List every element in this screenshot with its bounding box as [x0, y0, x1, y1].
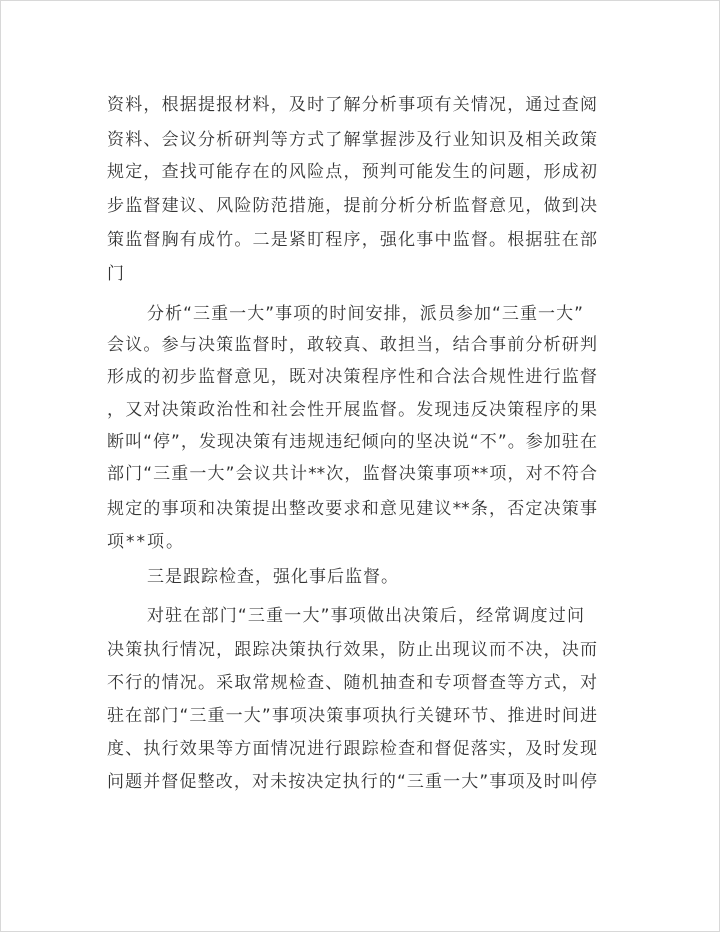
text-line: 会议。参与决策监督时，敢较真、敢担当，结合事前分析研判	[107, 335, 597, 355]
text-line: 门	[107, 264, 124, 284]
text-line: 问题并督促整改，对未按决定执行的“三重一大”事项及时叫停	[107, 772, 597, 792]
text-line: 规定的事项和决策提出整改要求和意见建议**条，否定决策事	[107, 499, 597, 519]
section-heading: 三是跟踪检查，强化事后监督。	[147, 567, 399, 587]
text-line: 资料、会议分析研判等方式了解掌握涉及行业知识及相关政策	[107, 130, 597, 150]
text-line: ，又对决策政治性和社会性开展监督。发现违反决策程序的果	[107, 400, 597, 420]
text-line: 部门“三重一大”会议共计**次，监督决策事项**项，对不符合	[107, 464, 597, 484]
text-line: 步监督建议、风险防范措施，提前分析分析监督意见，做到决	[107, 196, 597, 216]
text-line: 决策执行情况，跟踪决策执行效果，防止出现议而不决，决而	[107, 640, 597, 660]
paragraph-first-line: 分析“三重一大”事项的时间安排，派员参加“三重一大”	[147, 304, 583, 324]
text-line: 驻在部门“三重一大”事项决策事项执行关键环节、推进时间进	[107, 706, 597, 726]
text-line: 形成的初步监督意见，既对决策程序性和合法合规性进行监督	[107, 367, 597, 387]
text-line: 资料，根据提报材料，及时了解分析事项有关情况，通过查阅	[107, 95, 597, 115]
text-line: 规定，查找可能存在的风险点，预判可能发生的问题，形成初	[107, 162, 597, 182]
paragraph-first-line: 对驻在部门“三重一大”事项做出决策后，经常调度过问	[147, 606, 584, 626]
text-line: 策监督胸有成竹。二是紧盯程序，强化事中监督。根据驻在部	[107, 230, 597, 250]
text-line: 度、执行效果等方面情况进行跟踪检查和督促落实，及时发现	[107, 739, 597, 759]
text-line: 项**项。	[107, 532, 185, 552]
text-line: 断叫“停”，发现决策有违规违纪倾向的坚决说“不”。参加驻在	[107, 432, 597, 452]
text-line: 不行的情况。采取常规检查、随机抽查和专项督查等方式，对	[107, 673, 597, 693]
